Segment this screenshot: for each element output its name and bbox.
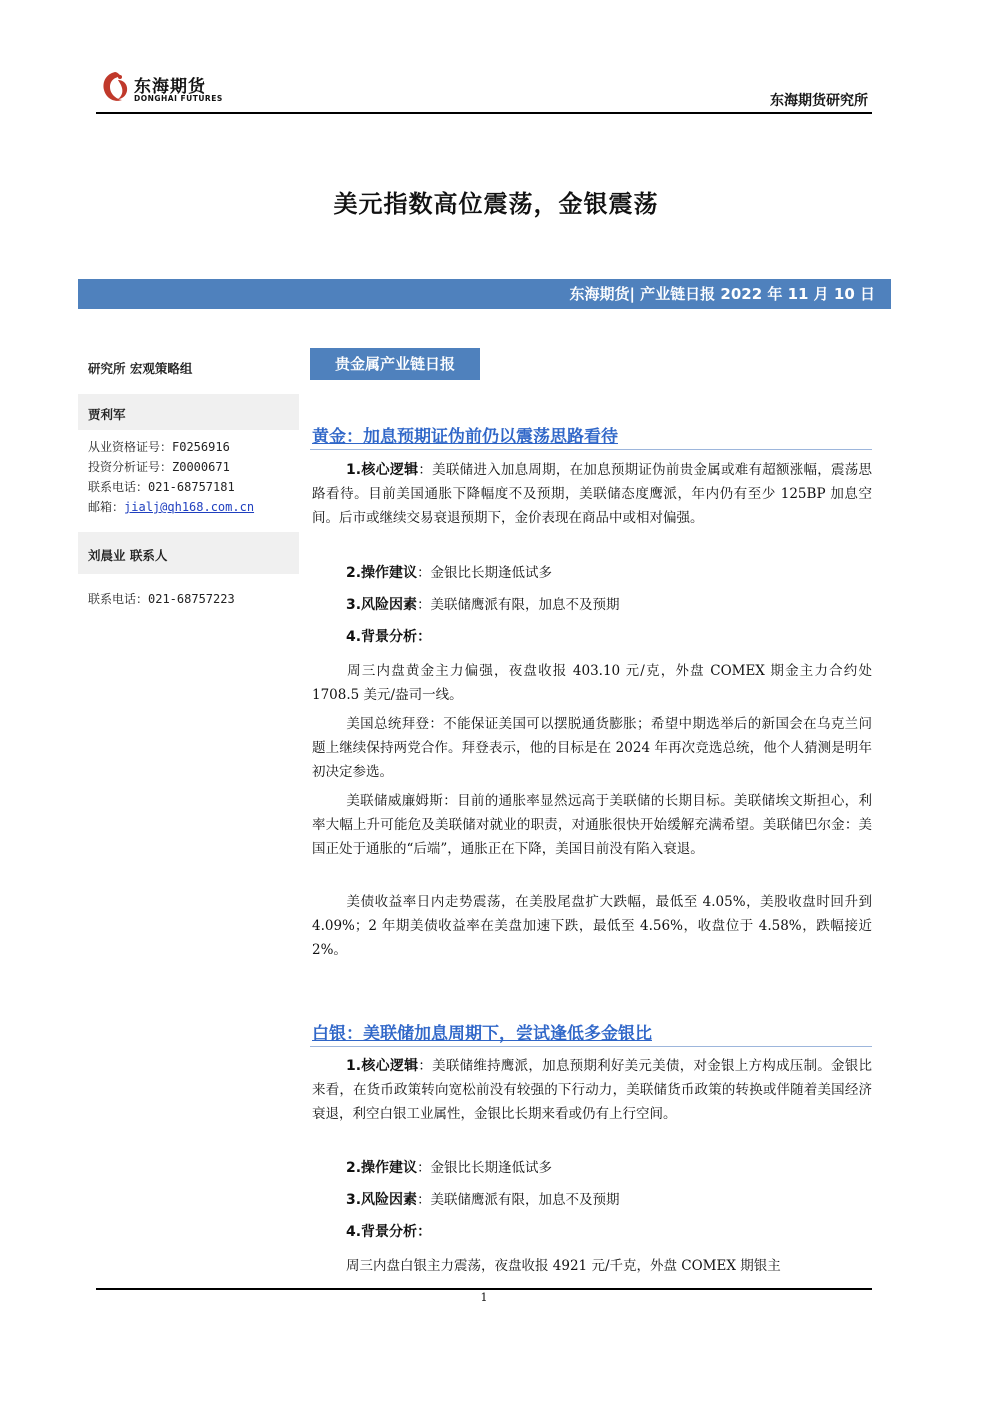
dragon-logo-icon — [98, 68, 132, 108]
gold-background-label: 4.背景分析： — [346, 629, 432, 645]
logo-name: 东海期货 — [134, 77, 206, 97]
gold-paragraph-1: 周三内盘黄金主力偏强，夜盘收报 403.10 元/克，外盘 COMEX 期金主力合约处 1708.5 美元/盎司一线。 — [312, 663, 872, 703]
gold-advice — [312, 561, 872, 585]
logo-subtitle: DONGHAI FUTURES — [134, 94, 223, 103]
analyst-header-box — [78, 394, 299, 430]
banner-text: 东海期货| 产业链日报 2022 年 11 月 10 日 — [569, 285, 875, 303]
silver-core-label: 1.核心逻辑 — [346, 1058, 419, 1074]
document-title: 美元指数高位震荡，金银震荡 — [333, 189, 659, 218]
silver-risk — [312, 1188, 872, 1212]
silver-heading: 白银：美联储加息周期下，尝试逢低多金银比 — [312, 1024, 652, 1044]
company-logo — [98, 68, 238, 108]
silver-background-label: 4.背景分析： — [346, 1224, 432, 1240]
contact-name: 刘晨业 联系人 — [88, 548, 168, 563]
silver-core-text: ：美联储维持鹰派，加息预期利好美元美债，对金银上方构成压制。金银比来看，在货币政策转向宽松前没有较强的下行动力，美联储货币政策的转换或伴随着美国经济衰退，利空白银工业属性，金银比长期来看或仍有上行空间。 — [312, 1058, 873, 1122]
silver-advice-label: 2.操作建议 — [346, 1160, 418, 1176]
silver-risk-label: 3.风险因素 — [346, 1192, 418, 1208]
gold-bg-label: 4.背景分析 — [346, 629, 418, 645]
contact-header-box — [78, 532, 299, 574]
gold-advice-text: ：金银比长期逢低试多 — [417, 565, 553, 581]
analyst-name: 贾利军 — [88, 407, 126, 422]
gold-heading: 黄金：加息预期证伪前仍以震荡思路看待 — [312, 427, 618, 447]
gold-paragraph-3: 美联储威廉姆斯：目前的通胀率显然远高于美联储的长期目标。美联储埃文斯担心，利率大幅上升可能危及美联储对就业的职责，对通胀很快开始缓解充满希望。美联储巴尔金：美国正处于通胀的“后端”，通胀正在下降，美国目前没有陷入衰退。 — [312, 793, 872, 857]
gold-risk-label: 3.风险因素 — [346, 597, 418, 613]
gold-core-text: ：美联储进入加息周期，在加息预期证伪前贵金属或难有超额涨幅，震荡思路看待。目前美国通胀下降幅度不及预期，美联储态度鹰派，年内仍有至少 125BP 加息空间。后市或继续交易衰退预期下，金价表现在商品中或相对偏强。 — [312, 462, 873, 526]
silver-core-logic — [312, 1054, 872, 1126]
analyst-cert: 从业资格证号：F0256916 — [88, 440, 230, 454]
gold-risk-text: ：美联储鹰派有限，加息不及预期 — [417, 597, 620, 613]
email-label: 邮箱： — [88, 500, 125, 514]
gold-heading-rule — [310, 449, 872, 450]
section-tag: 贵金属产业链日报 — [310, 348, 480, 380]
analyst-email-row — [88, 498, 254, 515]
gold-paragraph-4: 美债收益率日内走势震荡，在美股尾盘扩大跌幅，最低至 4.05%，美股收盘时回升到 4.09%；2 年期美债收益率在美盘加速下跌，最低至 4.56%，收盘位于 4.58%，跌幅接近 2%。 — [312, 894, 872, 958]
header-divider — [96, 112, 872, 114]
gold-core-label: 1.核心逻辑 — [346, 462, 419, 478]
report-banner — [78, 279, 891, 309]
silver-heading-rule — [310, 1046, 872, 1047]
contact-phone: 联系电话：021-68757223 — [88, 592, 235, 606]
gold-core-logic — [312, 458, 872, 530]
gold-advice-label: 2.操作建议 — [346, 565, 418, 581]
silver-advice-text: ：金银比长期逢低试多 — [417, 1160, 553, 1176]
analyst-phone: 联系电话：021-68757181 — [88, 480, 235, 494]
silver-risk-text: ：美联储鹰派有限，加息不及预期 — [417, 1192, 620, 1208]
analyst-invest-cert: 投资分析证号：Z0000671 — [88, 460, 230, 474]
organization-name: 东海期货研究所 — [770, 93, 868, 109]
silver-advice — [312, 1156, 872, 1180]
analyst-email-link[interactable]: jialj@qh168.com.cn — [124, 500, 255, 514]
silver-paragraph-1: 周三内盘白银主力震荡，夜盘收报 4921 元/千克，外盘 COMEX 期银主 — [346, 1258, 781, 1274]
page-number: 1 — [480, 1291, 488, 1304]
silver-bg-label: 4.背景分析 — [346, 1224, 418, 1240]
gold-paragraph-2: 美国总统拜登：不能保证美国可以摆脱通货膨胀；希望中期选举后的新国会在乌克兰问题上继续保持两党合作。拜登表示，他的目标是在 2024 年再次竞选总统，他个人猜测是明年初决定参选。 — [312, 716, 872, 780]
footer-divider — [96, 1288, 872, 1290]
gold-risk — [312, 593, 872, 617]
department-label: 研究所 宏观策略组 — [88, 361, 193, 376]
